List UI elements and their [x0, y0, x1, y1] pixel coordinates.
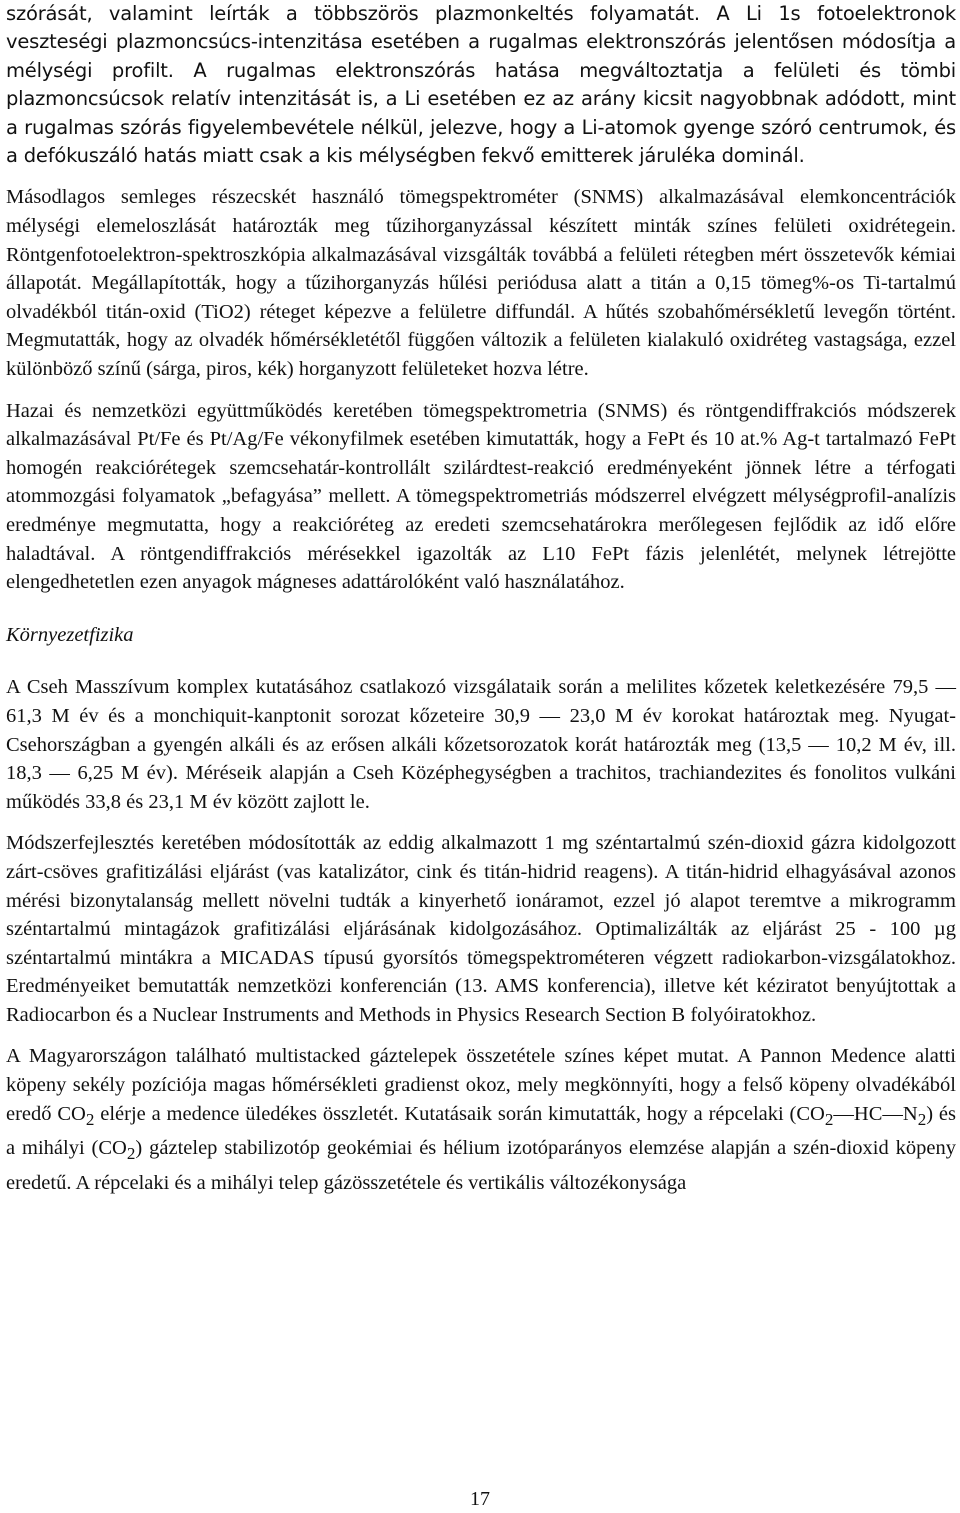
document-page — [6, 0, 956, 1198]
paragraph-plasmon: szórását, valamint leírták a többszörös plazmonkeltés folyamatát. A Li 1s fotoelektronok veszteségi plazmoncsúcs-intenzitása esetében a rugalmas elektronszórás jelentősen módosítja a mélységi profilt. A rugalmas elektronszórás hatása megváltoztatja a felületi és tömbi plazmoncsúcsok relatív intenzitását is, a Li esetében ez az arány kicsit nagyobbnak adódott, mint a rugalmas szórás figyelembevétele nélkül, jelezve, hogy a Li-atomok gyenge szóró centrumok, és a defókuszáló hatás miatt csak a kis mélységben fekvő emitterek járuléka dominál. — [6, 2, 956, 168]
page-number: 17 — [470, 1488, 490, 1510]
paragraph-fept: Hazai és nemzetközi együttműködés keretében tömegspektrometria (SNMS) és röntgendiffrakciós módszerek alkalmazásával Pt/Fe és Pt/Ag/Fe vékonyfilmek esetében kimutatták, hogy a FePt és 10 at.% Ag-t tartalmazó FePt homogén reakciórétegek szemcsehatár-kontrollált szilárdtest-reakció eredményeként jönnek létre a térfogati atommozgási folyamatok „befagyása” mellett. A tömegspektrometriás módszerrel elvégzett mélységprofil-analízis eredménye megmutatta, hogy a reakcióréteg az eredeti szemcsehatárokra merőlegesen fejlődik az idő előre haladtával. A röntgendiffrakciós mérésekkel igazolták az L10 FePt fázis jelenlétét, melynek létrejötte elengedhetetlen ezen anyagok mágneses adattárolóként való használatához. — [6, 399, 956, 594]
section-heading: Környezetfizika — [6, 623, 134, 646]
paragraph-gaztelepek: A Magyarországon található multistacked gáztelepek összetétele színes képet mutat. A Pannon Medence alatti köpeny sekély pozíciója magas hőmérsékleti gradienst okoz, mely megkönnyíti, hogy a felső köpeny olvadékából eredő $CO_2$ elérje a medence üledékes összletét. Kutatásaik során kimutatták, hogy a répcelaki $(CO_2—HC—N_2)$ és a mihályi $(CO_2)$ gáztelep stabilizotóp geokémiai és hélium izotóparányos elemzése alapján a szén-dioxid köpeny eredetű. A répcelaki és a mihályi telep gázösszetétele és vertikális változékonysága — [6, 1045, 957, 1195]
paragraph-snms: Másodlagos semleges részecskét használó tömegspektrométer (SNMS) alkalmazásával elemkoncentrációk mélységi elemeloszlását határozták meg tűzihorganyzással készített minták színes felületi oxidrétegein. Röntgenfotoelektron-spektroszkópia alkalmazásával vizsgálták továbbá a felületi rétegben mért összetevők kémiai állapotát. Megállapították, hogy a tűzihorganyzás hűlési periódusa alatt a titán a 0,15 tömeg%-os Ti-tartalmú olvadékból titán-oxid (TiO2) réteget képezve a felületre diffundál. A hűtés szobahőmérsékletű levegőn történt. Megmutatták, hogy az olvadék hőmérsékletétől függően változik a felületen kialakuló oxidréteg vastagsága, ezzel különböző színű (sárga, piros, kék) horganyzott felületeket hozva létre. — [6, 186, 956, 380]
paragraph-grafitizalas: Módszerfejlesztés keretében módosították az eddig alkalmazott 1 mg széntartalmú szén-dioxid gázra kidolgozott zárt-csöves grafitizálási eljárást (vas katalizátor, cink és titán-hidrid reagens). A titán-hidrid elhagyásával azonos mérési bizonytalanság mellett növelni tudták a kinyerhető ionáramot, ezzel jó alapot teremtve a mikrogramm széntartalmú mintagázok grafitizálási eljárásának kidolgozásához. Optimalizálták az eljárást 25 - 100 µg széntartalmú mintákra a MICADAS típusú gyorsítós tömegspektrométeren végzett radiokarbon-vizsgálatokhoz. Eredményeiket bemutatták nemzetközi konferencián (13. AMS konferencia), illetve két kéziratot benyújtottak a Radiocarbon és a Nuclear Instruments and Methods in Physics Research Section B folyóiratokhoz. — [6, 832, 956, 1026]
paragraph-cseh-masszivum: A Cseh Masszívum komplex kutatásához csatlakozó vizsgálataik során a melilites kőzetek keletkezésére 79,5 — 61,3 M év és a monchiquit-kanptonit sorozat kőzeteire 30,9 — 23,0 M év korokat határoztak meg. Nyugat-Csehországban a gyengén alkáli és az erősen alkáli kőzetsorozatok korát határozták meg (13,5 — 10,2 M év, ill. 18,3 — 6,25 M év). Méréseik alapján a Cseh Középhegységben a trachitos, trachiandezites és fonolitos vulkáni működés 33,8 és 23,1 M év között zajlott le. — [6, 676, 956, 813]
